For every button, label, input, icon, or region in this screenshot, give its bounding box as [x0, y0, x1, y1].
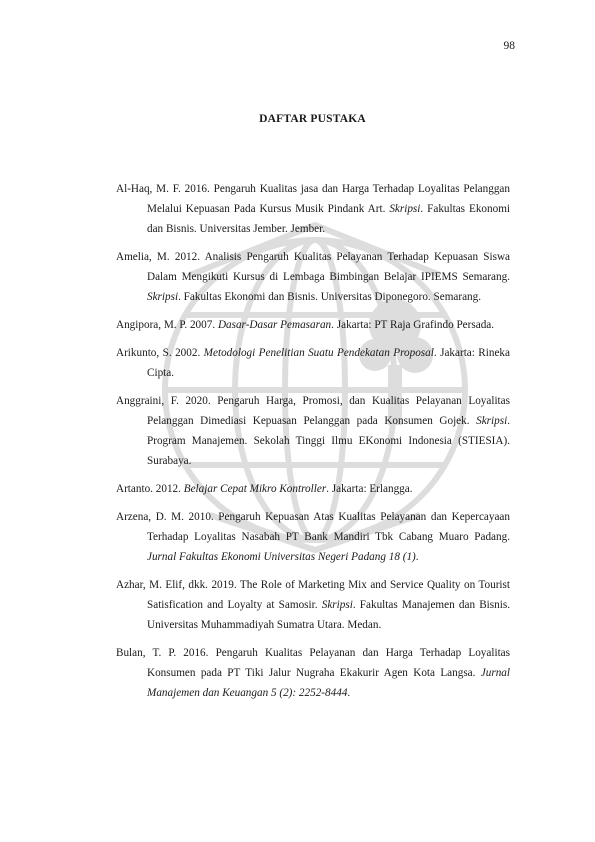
reference-text: Anggraini, F. 2020. Pengaruh Harga, Promosi, dan Kualitas Pelayanan Loyalitas Pelanggan Dimediasi Kepuasan Pelanggan pada Konsumen Gojek. [116, 395, 510, 427]
reference-text: Arikunto, S. 2002. [116, 347, 204, 359]
reference-italic-text: Jurnal Manajemen dan Keuangan 5 (2): 2252-8444 [147, 667, 510, 699]
reference-italic-text: Skripsi [476, 415, 508, 427]
reference-italic-text: Skripsi [321, 599, 353, 611]
reference-list [116, 179, 510, 711]
reference-entry [116, 343, 510, 383]
reference-text: . Program Manajemen. Sekolah Tinggi Ilmu EKonomi Indonesia (STIESIA). Surabaya. [147, 415, 510, 467]
reference-text: . Jakarta: Erlangga. [326, 483, 413, 495]
reference-text: . Jakarta: Rineka Cipta. [147, 347, 510, 379]
reference-entry [116, 575, 510, 635]
reference-text: Bulan, T. P. 2016. Pengaruh Kualitas Pelayanan dan Harga Terhadap Loyalitas Konsumen pada PT Tiki Jalur Nugraha Ekakurir Agen Kota Langsa. [116, 647, 510, 679]
reference-entry [116, 179, 510, 239]
reference-text: Angipora, M. P. 2007. [116, 319, 218, 331]
page-title: DAFTAR PUSTAKA [259, 113, 366, 125]
reference-text: Al-Haq, M. F. 2016. Pengaruh Kualitas jasa dan Harga Terhadap Loyalitas Pelanggan Melalui Kepuasan Pada Kursus Musik Pindank Art. [116, 183, 510, 215]
reference-entry [116, 315, 510, 335]
page-number: 98 [503, 40, 515, 52]
reference-text: . Fakultas Ekonomi dan Bisnis. Universitas Diponegoro. Semarang. [178, 291, 482, 303]
reference-italic-text: Jurnal Fakultas Ekonomi Universitas Negeri Padang 18 (1) [147, 551, 416, 563]
reference-text: Arzena, D. M. 2010. Pengaruh Kepuasan Atas Kualitas Pelayanan dan Kepercayaan Terhadap Loyalitas Nasabah PT Bank Mandiri Tbk Cabang Muaro Padang. [116, 511, 510, 543]
reference-entry [116, 507, 510, 567]
reference-text: . [347, 687, 351, 699]
reference-italic-text: Metodologi Penelitian Suatu Pendekatan Proposal [203, 347, 434, 359]
reference-entry [116, 247, 510, 307]
reference-entry [116, 479, 510, 499]
reference-italic-text: Skripsi [389, 203, 421, 215]
reference-text: . Fakultas Manajemen dan Bisnis. Universitas Muhammadiyah Sumatra Utara. Medan. [147, 599, 510, 631]
reference-text: . Jakarta: PT Raja Grafindo Persada. [331, 319, 495, 331]
reference-text: Amelia, M. 2012. Analisis Pengaruh Kualitas Pelayanan Terhadap Kepuasan Siswa Dalam Mengikuti Kursus di Lembaga Bimbingan Belajar IPIEMS Semarang. [116, 251, 510, 283]
reference-text: Artanto. 2012. [116, 483, 184, 495]
reference-italic-text: Dasar-Dasar Pemasaran [217, 319, 332, 331]
reference-text: Azhar, M. Elif, dkk. 2019. The Role of Marketing Mix and Service Quality on Tourist Satisfication and Loyalty at Samosir. [116, 579, 510, 611]
reference-entry [116, 643, 510, 703]
reference-text: . Fakultas Ekonomi dan Bisnis. Universitas Jember. Jember. [147, 203, 510, 235]
reference-italic-text: Belajar Cepat Mikro Kontroller [183, 483, 327, 495]
reference-text: . [415, 551, 419, 563]
reference-entry [116, 391, 510, 471]
reference-italic-text: Skripsi [147, 291, 179, 303]
